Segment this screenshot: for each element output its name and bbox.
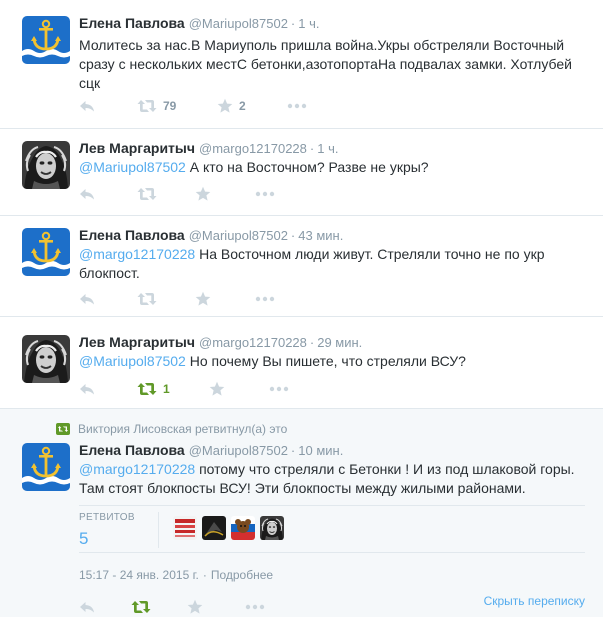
retweeter-avatar[interactable]	[202, 516, 226, 540]
retweet-icon	[137, 98, 157, 114]
tweet-text: @margo12170228 потому что стреляли с Бетонки ! И из под шлаковой горы. Там стоят блокпосты ВСУ! Эти блокпосты между жилыми районами.	[79, 461, 575, 496]
favorite-icon	[217, 98, 233, 114]
tweet[interactable]	[0, 317, 603, 409]
username[interactable]: @Mariupol87502	[188, 16, 288, 31]
more-icon[interactable]	[255, 186, 275, 202]
retweeter-avatar[interactable]	[173, 516, 197, 540]
fullname[interactable]: Елена Павлова	[79, 227, 185, 243]
mention-link[interactable]: @margo12170228	[79, 246, 196, 262]
more-icon[interactable]	[255, 291, 275, 307]
tweet-time[interactable]: 43 мин.	[298, 228, 344, 243]
tweet-header: Елена Павлова @Mariupol87502 · 43 мин.	[79, 227, 344, 243]
more-icon[interactable]	[287, 98, 307, 114]
retweeter-avatar[interactable]	[260, 516, 284, 540]
mention-link[interactable]: @Mariupol87502	[79, 353, 186, 369]
retweet-button[interactable]	[137, 381, 170, 397]
reply-icon[interactable]	[79, 381, 95, 397]
details-link[interactable]: Подробнее	[210, 568, 274, 582]
username[interactable]: @margo12170228	[199, 335, 307, 350]
more-icon[interactable]	[269, 381, 289, 397]
reply-icon[interactable]	[79, 599, 95, 615]
tweet-header: Елена Павлова @Mariupol87502 · 1 ч.	[79, 15, 320, 31]
reply-icon[interactable]	[79, 98, 95, 114]
tweet-header: Лев Маргаритыч @margo12170228 · 1 ч.	[79, 140, 339, 156]
retweet-context-icon	[56, 423, 70, 435]
anchor-avatar[interactable]	[22, 443, 70, 491]
retweeter-avatars	[173, 516, 289, 540]
tweet-time[interactable]: 29 мин.	[317, 335, 363, 350]
tweet-text: @Mariupol87502 Но почему Вы пишете, что стреляли ВСУ?	[79, 353, 466, 369]
tweet-header: Елена Павлова @Mariupol87502 · 10 мин.	[79, 442, 344, 458]
tweet[interactable]	[0, 216, 603, 317]
tweet-actions	[79, 291, 379, 307]
tweet-time[interactable]: 1 ч.	[298, 16, 320, 31]
portrait-avatar[interactable]	[22, 141, 70, 189]
tweet-actions	[79, 186, 379, 202]
favorite-icon[interactable]	[195, 291, 211, 307]
tweet[interactable]	[0, 0, 603, 129]
retweet-count: 79	[163, 99, 177, 113]
expanded-tweet[interactable]	[0, 409, 603, 617]
favorite-icon[interactable]	[187, 599, 203, 615]
tweet-time[interactable]: 10 мин.	[298, 443, 344, 458]
username[interactable]: @margo12170228	[199, 141, 307, 156]
username[interactable]: @Mariupol87502	[188, 228, 288, 243]
tweet-actions	[79, 381, 379, 397]
favorite-count: 2	[239, 99, 246, 113]
tweet-time[interactable]: 1 ч.	[317, 141, 339, 156]
collapse-conversation-link[interactable]: Скрыть переписку	[483, 594, 585, 608]
fullname[interactable]: Лев Маргаритыч	[79, 140, 195, 156]
anchor-avatar[interactable]	[22, 16, 70, 64]
anchor-avatar[interactable]	[22, 228, 70, 276]
stat-value: 5	[79, 529, 89, 548]
username[interactable]: @Mariupol87502	[188, 443, 288, 458]
retweet-icon[interactable]	[131, 599, 151, 615]
retweeter-avatar[interactable]	[231, 516, 255, 540]
favorite-icon[interactable]	[195, 186, 211, 202]
retweet-context	[56, 422, 287, 436]
reply-icon[interactable]	[79, 186, 95, 202]
reply-icon[interactable]	[79, 291, 95, 307]
mention-link[interactable]: @Mariupol87502	[79, 159, 186, 175]
retweet-icon	[137, 381, 157, 397]
retweet-context-text[interactable]: Виктория Лисовская ретвитнул(а) это	[78, 422, 288, 436]
stat-label: РЕТВИТОВ	[79, 512, 135, 523]
portrait-avatar[interactable]	[22, 335, 70, 383]
tweet-header: Лев Маргаритыч @margo12170228 · 29 мин.	[79, 334, 363, 350]
tweet-meta: 15:17 - 24 янв. 2015 г. · Подробнее	[79, 568, 274, 582]
tweet-actions	[79, 599, 379, 615]
tweet-text: Молитесь за нас.В Мариуполь пришла война.Укры обстреляли Восточный сразу с нескольких местС бетонки,азотопортаНа подвалах замки. Хотлубей сцк	[79, 37, 572, 91]
fullname[interactable]: Елена Павлова	[79, 15, 185, 31]
tweet-text: @Mariupol87502 А кто на Восточном? Разве не укры?	[79, 159, 429, 175]
tweet-timestamp[interactable]: 15:17 - 24 янв. 2015 г.	[79, 568, 199, 582]
tweet-stats	[79, 505, 585, 553]
tweet-text: @margo12170228 На Восточном люди живут. Стреляли точно не по укр блокпост.	[79, 246, 545, 281]
tweet-actions	[79, 98, 379, 114]
fullname[interactable]: Елена Павлова	[79, 442, 185, 458]
retweet-count: 1	[163, 382, 170, 396]
retweet-icon[interactable]	[137, 186, 157, 202]
mention-link[interactable]: @margo12170228	[79, 461, 196, 477]
more-icon[interactable]	[245, 599, 265, 615]
retweet-button[interactable]	[137, 98, 176, 114]
favorite-icon[interactable]	[209, 381, 225, 397]
retweet-icon[interactable]	[137, 291, 157, 307]
tweet[interactable]	[0, 129, 603, 216]
fullname[interactable]: Лев Маргаритыч	[79, 334, 195, 350]
retweet-stat[interactable]	[79, 512, 159, 548]
favorite-button[interactable]	[217, 98, 246, 114]
